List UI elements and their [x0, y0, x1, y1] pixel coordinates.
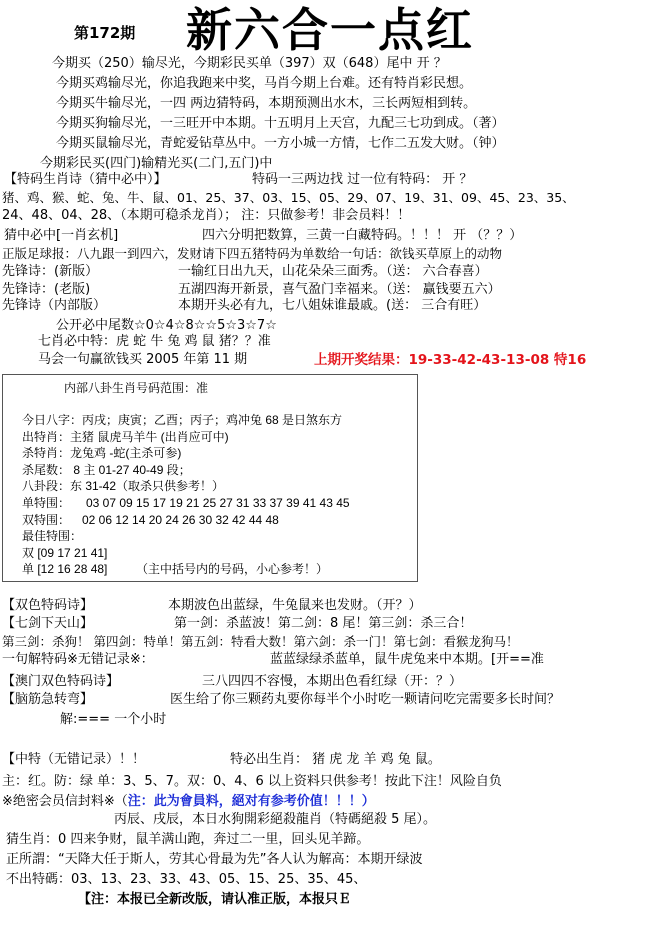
pioneer-text: 一输红日出九天，山花朵朵三面秀。（送： 六合春喜） [178, 264, 488, 279]
pioneer-text: 本期开头必有九，七八姐妹谁最戚。(送： 三合有旺） [178, 298, 487, 313]
bagua-sha-te: 杀特肖：龙兔鸡 -蛇(主杀可参) [22, 446, 182, 460]
buchu-line: 不出特碼：03、13、23、33、43、05、15、25、35、45、 [6, 872, 367, 887]
bagua-sha-wei: 杀尾数： 8 主 01-27 40-49 段； [22, 463, 191, 477]
member-line [2, 794, 375, 810]
pioneer-text: 五湖四海开新景，喜气盈门幸福来。（送： 赢钱要五六） [178, 282, 501, 297]
issue-number: 第172期 [74, 24, 136, 42]
bagua-title: 内部八卦生肖号码范围：准 [64, 381, 209, 395]
bagua-chu-te: 出特肖：主猪 鼠虎马羊牛 (出肖应可中) [22, 430, 229, 444]
poem-text: 特码一三两边找 过一位有特码： 开 ？ [252, 172, 473, 187]
jiete-text: 蓝蓝绿绿杀蓝单，鼠牛虎兔来中本期。[开==准 [270, 652, 544, 667]
qijian-row2: 第三剑：杀狗！ 第四剑：特单！第五剑：特看大数！第六剑：杀一门！第七剑：看猴龙狗马！ [2, 634, 519, 649]
zodiac-list: 猪、鸡、猴、蛇、兔、牛、鼠、01、25、37、03、15、05、29、07、19、31、09、45、23、35、 [2, 190, 575, 205]
member-prefix: ※绝密会员信封料※（ [2, 794, 128, 809]
macau-text: 三八四四不容慢，本期出色看红绿（开：？） [202, 674, 463, 689]
tail-numbers: 公开必中尾数☆0☆4☆8☆☆5☆3☆7☆ [56, 318, 277, 333]
qijian-row1: 第一剑：杀蓝波！第二剑：8 尾！第三剑：杀三合！ [174, 616, 473, 631]
intro-line: 今期买牛输尽光，一四 两边猜特码，本期预测出水木，三长两短相到转。 [56, 96, 477, 111]
pioneer-label: 先锋诗（内部版） [2, 298, 107, 313]
bagua-duan: 八卦段：东 31-42（取杀只供参考！） [22, 479, 225, 493]
poem-label: 【特码生肖诗（猜中必中）】 [4, 172, 167, 187]
bagua-shuang-label: 双特围： [22, 513, 71, 527]
pioneer-label: 先锋诗：(新版） [2, 264, 99, 279]
footer-note: 【注：本报已全新改版，请认准正版，本报只Ｅ [78, 892, 352, 907]
zhengban-line: 正版足球报：八九跟一到四六，发财请下四五猪特码为单数给一句话：欲钱买草原上的动物 [2, 246, 503, 261]
macau-label: 【澳门双色特码诗】 [2, 674, 120, 689]
bagua-dan-best: 单 [12 16 28 48] [22, 562, 108, 576]
last-result-label: 上期开奖结果： [314, 352, 409, 368]
intro-line: 今期彩民买(四门)输精光买(二门,五门)中 [40, 156, 273, 171]
intro-line: 今期买狗输尽光，一三旺开中本期。十五明月上天宫，九配三七功到成。（著） [56, 116, 505, 131]
brain-label: 【脑筋急转弯】 [2, 692, 94, 707]
must-zodiac: 七肖必中特：虎 蛇 牛 兔 鸡 鼠 猪？？准 [38, 334, 271, 349]
bagua-note: （主中括号内的号码，小心参考！） [136, 562, 329, 576]
intro-line: 今期买（250）输尽光，今期彩民买单（397）双（648）尾中 开 ？ [52, 56, 447, 71]
brain-answer: 解:=== 一个小时 [60, 712, 167, 727]
bagua-dan-label: 单特围： [22, 496, 71, 510]
xuanji-label: 猜中必中[一肖玄机] [4, 228, 119, 243]
brain-text: 医生给了你三颗药丸要你每半个小时吃一颗请问吃完需要多长时间？ [170, 692, 561, 707]
jiete-label: 一句解特码※无错记录※： [2, 652, 154, 667]
zhengsuowei-line: 正所謂：“天降大任于斯人，劳其心骨最为先”各人认为解高：本期开绿波 [6, 852, 423, 867]
qijian-label: 【七剑下天山】 [2, 616, 94, 631]
shuangse-label: 【双色特码诗】 [2, 598, 94, 613]
caisheng-line: 猜生肖：0 四来争财，鼠羊满山跑，奔过二一里，回头见羊蹄。 [6, 832, 370, 847]
last-result [314, 352, 586, 368]
zhongte-text: 特必出生肖： 猪 虎 龙 羊 鸡 兔 鼠。 [230, 752, 441, 767]
bagua-bazi: 今日八字：丙戌；庚寅；乙酉；丙子；鸡冲兔 68 是日煞东方 [22, 413, 343, 427]
page-title: 新六合一点红 [186, 3, 474, 57]
xuanji-text: 四六分明把数算，三黄一白藏特码。！！！ 开 （？？） [202, 228, 523, 243]
bingchen-line: 丙辰、戌辰，本日水狗開彩絕殺龍肖（特碼絕殺 5 尾）。 [114, 812, 437, 827]
pioneer-label: 先锋诗：(老版) [2, 282, 91, 297]
intro-line: 今期买鸡输尽光，你追我跑来中奖，马肖今期上台难。还有特肖彩民想。 [56, 76, 473, 91]
member-text: 注：此为會員料，絕对有参考价值！！！） [127, 794, 375, 809]
shuangse-text: 本期波色出蓝绿，牛兔鼠来也发财。（开？） [168, 598, 422, 613]
bagua-shuang-best: 双 [09 17 21 41] [22, 546, 108, 560]
intro-line: 今期买鼠输尽光，青蛇爱钻草丛中。一方小城一方情，七作二五发大财。（钟） [56, 136, 505, 151]
last-result-value: 19-33-42-43-13-08 特16 [408, 352, 587, 368]
zhongte-label: 【中特（无错记录）！！ [2, 752, 146, 767]
horse-meeting: 马会一句赢欲钱买 2005 年第 11 期 [38, 352, 248, 367]
zhu-line: 主：红。防：绿 单：3、5、7。双：0、4、6 以上资料只供参考！按此下注！风险自负 [2, 774, 502, 789]
bagua-shuang-nums: 02 06 12 14 20 24 26 30 32 42 44 48 [82, 513, 279, 527]
bagua-dan-nums: 03 07 09 15 17 19 21 25 27 31 33 37 39 41 43 45 [86, 496, 350, 510]
zodiac-list-note: 24、48、04、28、（本期可稳杀龙肖）； 注：只做参考！非会员料！！ [2, 208, 411, 223]
bagua-best-label: 最佳特围： [22, 529, 83, 543]
